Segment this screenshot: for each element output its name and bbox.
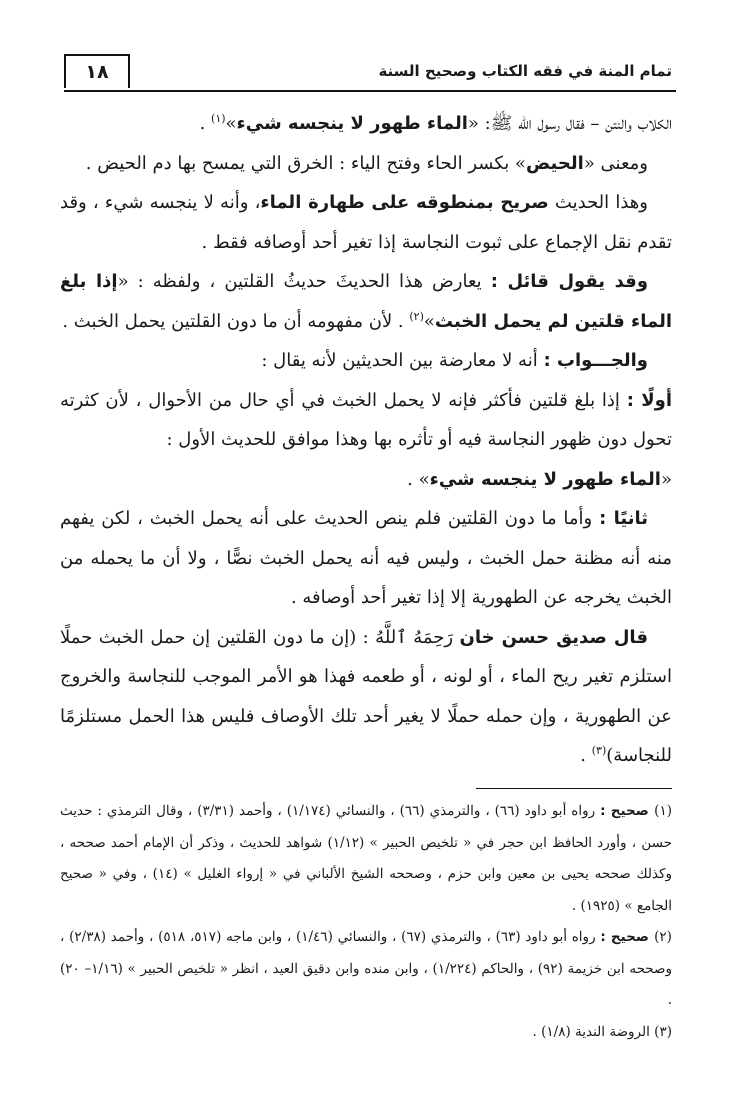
page-header	[64, 54, 676, 94]
text: وأما ما دون القلتين فلم ينص الحديث على أنه يحمل الخبث ، لكن يفهم منه أنه مظنة حمل الخبث ، وليس فيه أنه يحمل الخبث نصًّا ، ولا أن ما يحمله من الخبث يخرجه عن الطهورية إلا إذا تغير أحد أوصافه .	[60, 508, 672, 608]
text: .	[199, 113, 212, 134]
emphasis: صريح بمنطوقه على طهارة الماء	[260, 192, 549, 213]
text: إذا بلغ قلتين فأكثر فإنه لا يحمل الخبث في أي حال من الأحوال ، لأن كثرته تحول دون ظهور النجاسة فيه أو تأثره بها وهذا موافق للحديث الأول :	[60, 389, 672, 450]
text: » .	[407, 468, 430, 490]
paragraph-6	[60, 381, 672, 500]
text: .	[580, 745, 592, 766]
paragraph-8	[60, 618, 672, 776]
footnote-text: الروضة الندية (١/٨) .	[532, 1023, 655, 1040]
lead-in: ثانيًا :	[599, 508, 648, 529]
text: وهذا الحديث	[548, 192, 648, 213]
footnote-number: (٢)	[654, 929, 672, 945]
lead-in: أولًا :	[626, 389, 673, 411]
paragraph-5	[60, 341, 672, 381]
footnote-separator	[476, 788, 672, 789]
text: . لأن مفهومه أن ما دون القلتين يحمل الخبث .	[62, 310, 410, 332]
text: الكلاب والنتن – فقال رسول الله ﷺ: «	[467, 113, 672, 134]
term: الحيض	[526, 152, 584, 174]
hadith-quote: الماء طهور لا ينجسه شيء	[236, 113, 468, 134]
paragraph-4	[60, 262, 672, 341]
text: رَحِمَهُ ٱللَّهُ : (إن ما دون القلتين إن حمل الخبث حملًا استلزم تغير ريح الماء ، أو لونه ، أو طعمه فهذا هو الأمر الموجب للنجاسة والخروج عن الطهورية ، وإن حمله حملًا لا يغير أحد تلك الأوصاف فليس هذا الحمل مستلزمًا للنجاسة)	[60, 626, 672, 766]
text: » بكسر الحاء وفتح الياء : الخرق التي يمسح بها دم الحيض .	[85, 152, 526, 174]
running-title: تمام المنة في فقه الكتاب وصحيح السنة	[378, 62, 672, 80]
footnote-2	[60, 922, 672, 1017]
text: أنه لا معارضة بين الحديثين لأنه يقال :	[261, 350, 544, 371]
footnote-ref: (٣)	[591, 744, 607, 757]
grading-label: صحيح :	[600, 929, 655, 945]
paragraph-2	[60, 144, 672, 184]
footnote-number: (١)	[654, 803, 672, 819]
lead-in: قال صديق حسن خان	[459, 626, 648, 648]
footnote-text: رواه أبو داود (٦٦) ، والترمذي (٦٦) ، والنسائي (١/١٧٤) ، وأحمد (٣/٣١) ، وقال الترمذي : حديث حسن ، وأورد الحافظ ابن حجر في « تلخيص الحبير » (١/١٢) شواهد للحديث ، وذكر أن الإمام أحمد صححه ، وكذلك صححه يحيى بن معين وابن حزم ، وصححه الشيخ الألباني في « إرواء الغليل » (١٤) ، وفي « صحيح الجامع » (١٩٢٥) .	[60, 803, 672, 914]
footnote-text: رواه أبو داود (٦٣) ، والترمذي (٦٧) ، والنسائي (١/٤٦) ، وابن ماجه (٥١٧، ٥١٨) ، وأحمد (٢/٣٨) ، وصححه ابن خزيمة (٩٢) ، والحاكم (١/٢٢٤) ، وابن منده وابن دقيق العيد ، انظر « تلخيص الحبير » (١/١٦– ٢٠) .	[60, 929, 673, 1008]
lead-in: وقد يقول قائل :	[490, 271, 649, 292]
footnote-3	[60, 1017, 672, 1049]
text: »	[423, 310, 435, 332]
text: ، وأنه لا ينجسه شيء ، وقد تقدم نقل الإجماع على ثبوت النجاسة إذا تغير أحد أوصافه فقط .	[60, 192, 672, 253]
footnote-number: (٣)	[654, 1023, 672, 1040]
text: يعارض هذا الحديثَ حديثُ القلتين ، ولفظه : «	[117, 271, 491, 292]
text: ومعنى «	[583, 152, 648, 174]
paragraph-7	[60, 499, 672, 618]
text: «	[660, 468, 672, 490]
paragraph-1	[60, 104, 672, 144]
lead-in: والجـــواب :	[543, 350, 648, 371]
hadith-quote: إذا بلغ الماء قلتين لم يحمل الخبث	[60, 271, 672, 332]
grading-label: صحيح :	[600, 803, 655, 819]
hadith-quote: الماء طهور لا ينجسه شيء	[429, 468, 661, 490]
footnote-ref: (٢)	[409, 309, 424, 323]
footnote-ref: (١)	[211, 112, 226, 125]
main-text	[60, 104, 672, 776]
text: »	[225, 113, 237, 134]
page-number: ١٨	[64, 54, 130, 88]
footnotes	[60, 796, 672, 1048]
footnote-1	[60, 796, 672, 922]
header-rule	[64, 90, 676, 92]
paragraph-3	[60, 183, 672, 262]
